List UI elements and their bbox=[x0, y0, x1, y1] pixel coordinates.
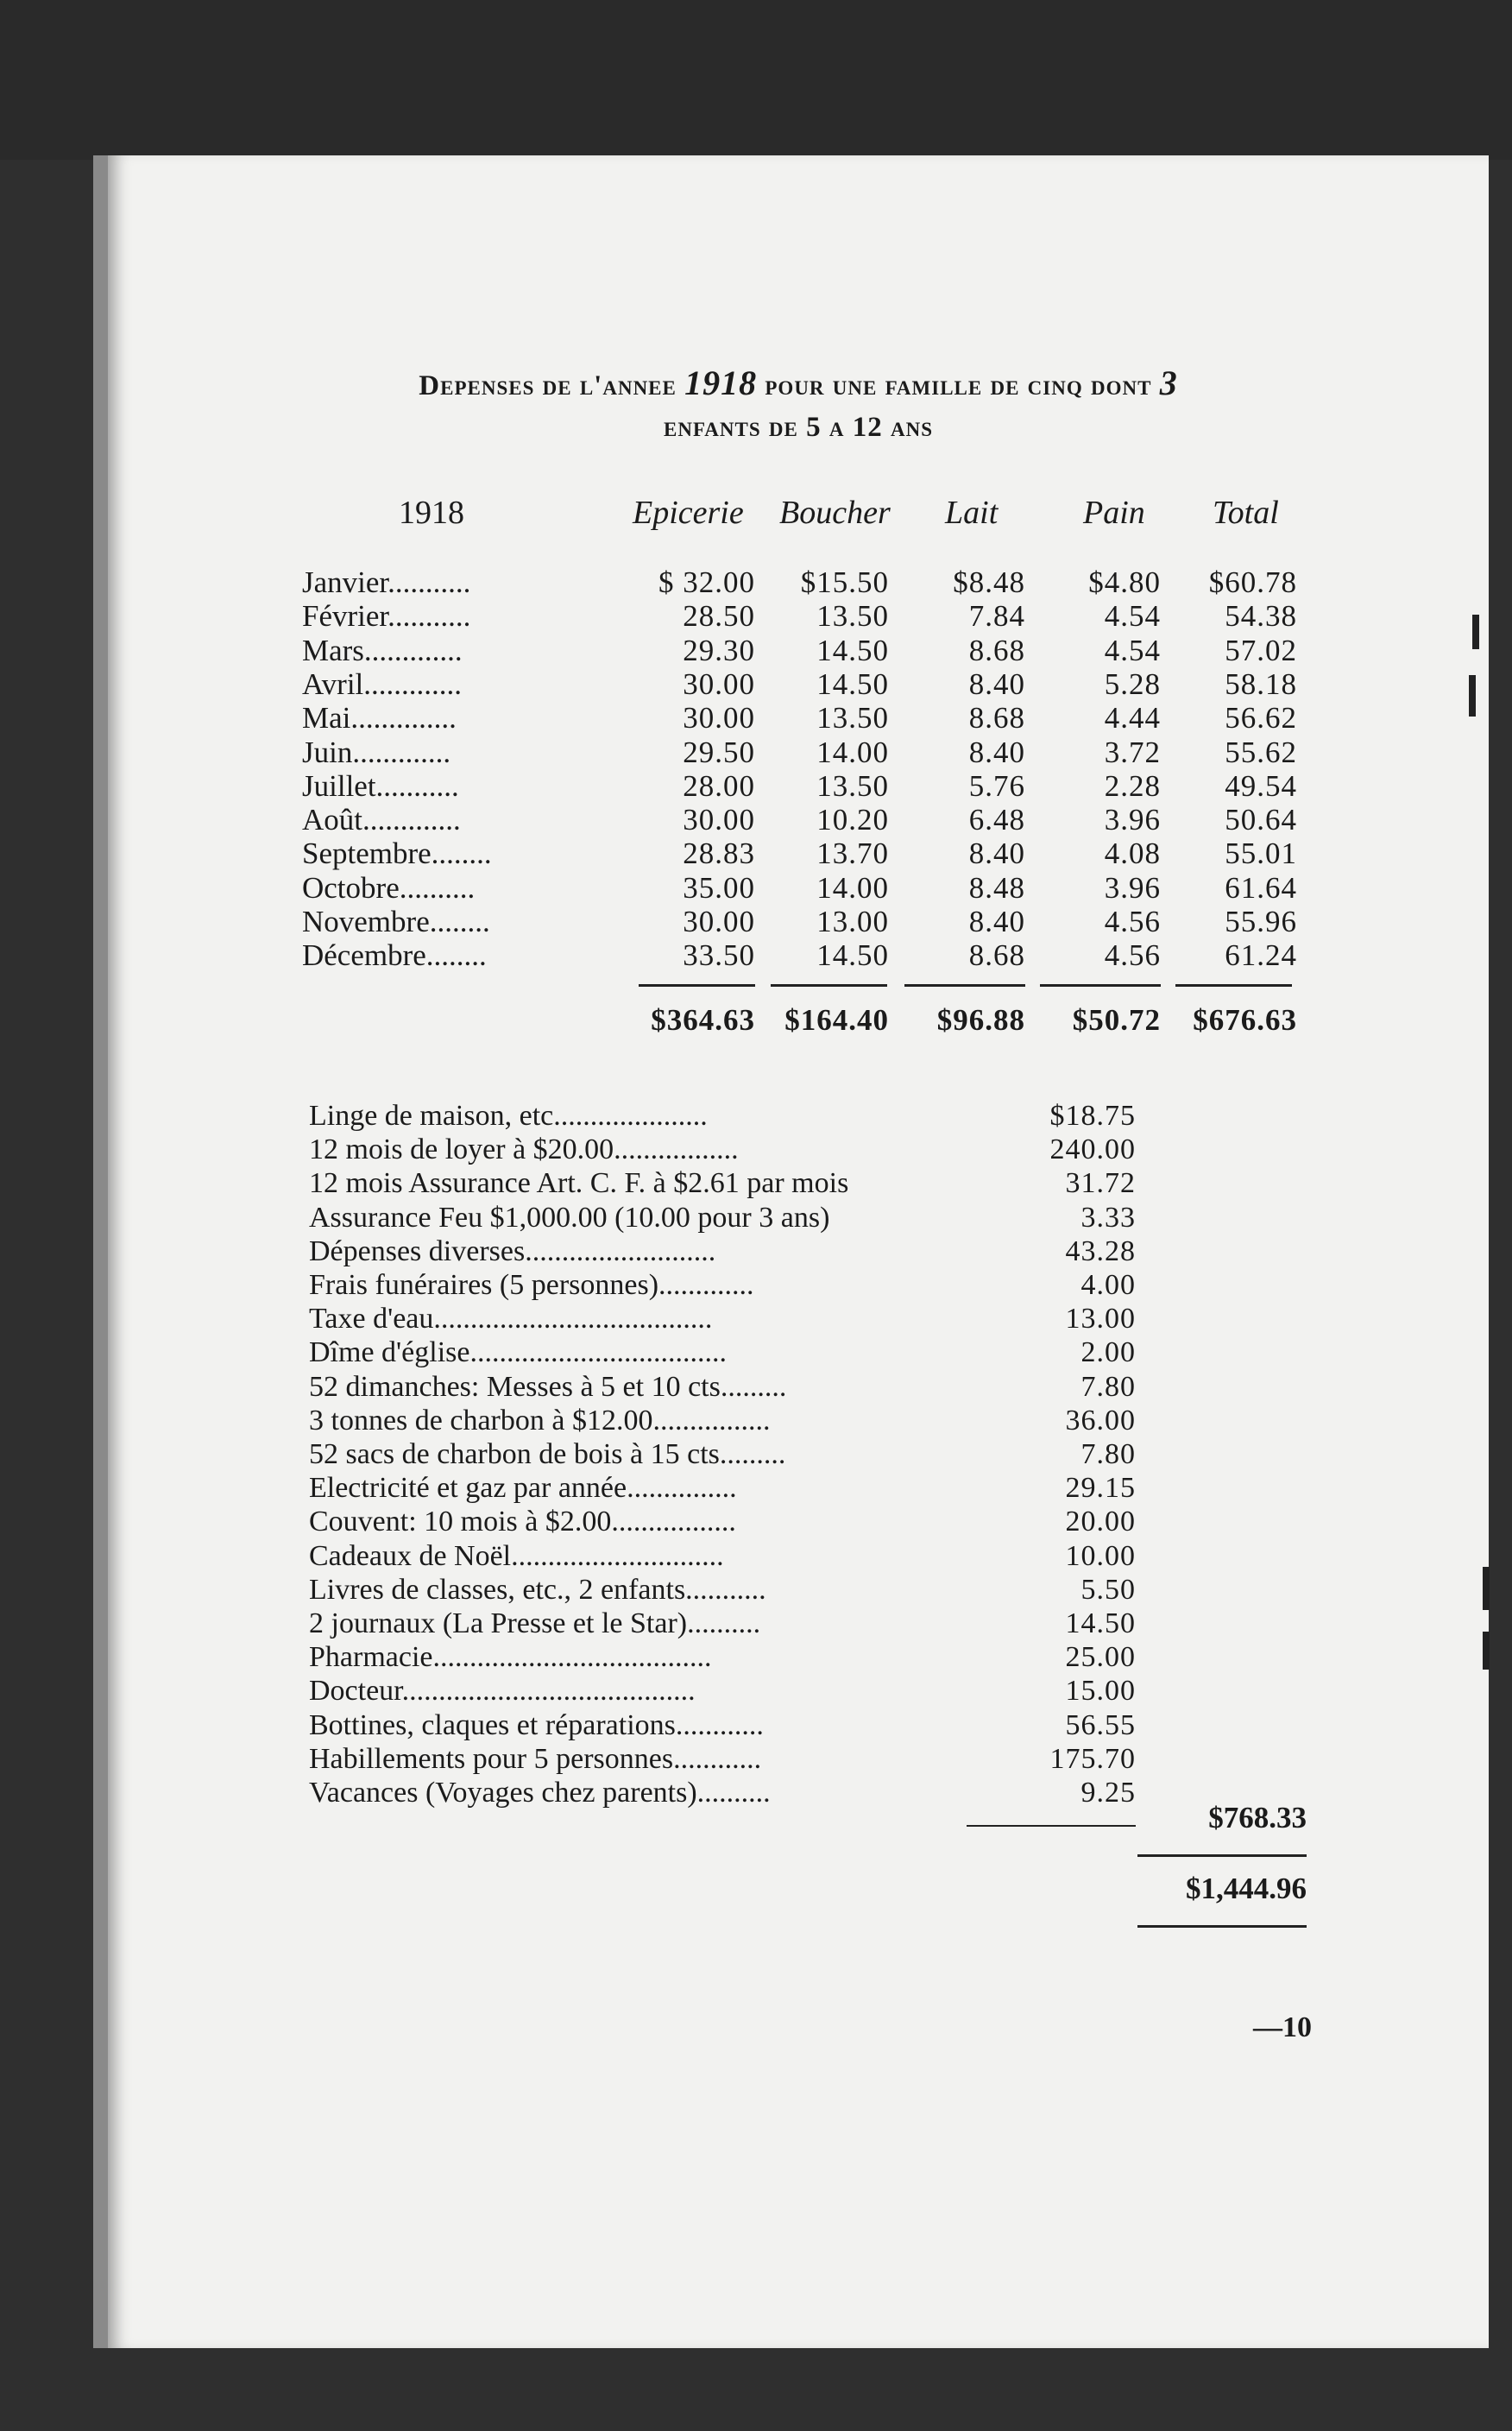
cell-total: 49.54 bbox=[1225, 768, 1297, 803]
cell-lait: 8.40 bbox=[968, 837, 1025, 871]
cell-pain: $4.80 bbox=[1088, 565, 1161, 599]
expense-amount: 31.72 bbox=[1065, 1167, 1136, 1200]
cell-total: 54.38 bbox=[1225, 599, 1297, 634]
cell-total: 58.18 bbox=[1225, 666, 1297, 701]
expense-amount: 7.80 bbox=[1080, 1370, 1136, 1403]
expense-amount: 9.25 bbox=[1080, 1777, 1136, 1809]
expense-amount: 240.00 bbox=[1049, 1133, 1136, 1166]
cell-boucher: 14.50 bbox=[816, 938, 889, 973]
header-total: Total bbox=[1213, 495, 1279, 531]
month-label: Janvier........... bbox=[302, 565, 471, 599]
cell-epicerie: 28.00 bbox=[683, 768, 755, 803]
cell-boucher: 13.50 bbox=[816, 701, 889, 736]
grand-total-rule-bottom bbox=[1137, 1925, 1307, 1928]
month-label: Décembre........ bbox=[302, 938, 487, 973]
expenses-rule bbox=[967, 1825, 1136, 1827]
cell-boucher: 13.70 bbox=[816, 837, 889, 871]
expense-label: 52 sacs de charbon de bois à 15 cts......... bbox=[309, 1438, 786, 1470]
cell-lait: 6.48 bbox=[968, 803, 1025, 837]
cell-total: 50.64 bbox=[1225, 803, 1297, 837]
cell-boucher: $15.50 bbox=[800, 565, 889, 599]
header-boucher: Boucher bbox=[779, 495, 891, 531]
expense-label: 2 journaux (La Presse et le Star).......... bbox=[309, 1607, 761, 1639]
expense-label: Dîme d'église................................... bbox=[309, 1336, 727, 1369]
rule-lait bbox=[904, 984, 1025, 987]
margin-mark bbox=[1483, 1567, 1490, 1610]
month-label: Août............. bbox=[302, 803, 461, 837]
expense-amount: 15.00 bbox=[1065, 1675, 1136, 1708]
rule-total bbox=[1175, 984, 1292, 987]
cell-pain: 4.56 bbox=[1104, 938, 1161, 973]
cell-total: 55.96 bbox=[1225, 905, 1297, 938]
cell-epicerie: 29.30 bbox=[683, 633, 755, 667]
cell-epicerie: 35.00 bbox=[683, 870, 755, 905]
margin-mark bbox=[1469, 675, 1476, 717]
cell-boucher: 13.00 bbox=[816, 905, 889, 938]
cell-pain: 4.54 bbox=[1104, 599, 1161, 634]
expense-amount: 29.15 bbox=[1065, 1472, 1136, 1505]
expense-amount: 5.50 bbox=[1080, 1573, 1136, 1606]
cell-epicerie: 28.83 bbox=[683, 837, 755, 871]
cell-lait: 8.40 bbox=[968, 905, 1025, 938]
cell-boucher: 13.50 bbox=[816, 599, 889, 634]
cell-pain: 5.28 bbox=[1104, 666, 1161, 701]
total-boucher: $164.40 bbox=[784, 1003, 889, 1037]
cell-total: $60.78 bbox=[1208, 565, 1297, 599]
month-label: Mai.............. bbox=[302, 701, 457, 736]
cell-lait: 8.68 bbox=[968, 701, 1025, 736]
expense-amount: 13.00 bbox=[1065, 1303, 1136, 1335]
cell-epicerie: 28.50 bbox=[683, 599, 755, 634]
grand-total: $1,444.96 bbox=[1186, 1872, 1307, 1905]
expense-label: Pharmacie...................................... bbox=[309, 1641, 712, 1674]
cell-pain: 3.96 bbox=[1104, 803, 1161, 837]
cell-boucher: 14.50 bbox=[816, 633, 889, 667]
cell-pain: 4.56 bbox=[1104, 905, 1161, 938]
expense-label: Couvent: 10 mois à $2.00................. bbox=[309, 1506, 736, 1538]
expense-label: Bottines, claques et réparations............ bbox=[309, 1708, 764, 1741]
expense-label: Electricité et gaz par année............... bbox=[309, 1472, 737, 1505]
expense-label: 12 mois Assurance Art. C. F. à $2.61 par mois bbox=[309, 1167, 849, 1200]
month-label: Juin............. bbox=[302, 735, 451, 769]
total-epicerie: $364.63 bbox=[651, 1003, 755, 1037]
expense-amount: 43.28 bbox=[1065, 1234, 1136, 1267]
expense-amount: 2.00 bbox=[1080, 1336, 1136, 1369]
expense-amount: 56.55 bbox=[1065, 1708, 1136, 1741]
total-total: $676.63 bbox=[1193, 1003, 1297, 1037]
cell-pain: 4.08 bbox=[1104, 837, 1161, 871]
cell-total: 61.64 bbox=[1225, 870, 1297, 905]
cell-epicerie: 30.00 bbox=[683, 666, 755, 701]
expense-amount: 36.00 bbox=[1065, 1404, 1136, 1436]
cell-lait: 8.48 bbox=[968, 870, 1025, 905]
rule-pain bbox=[1040, 984, 1161, 987]
header-epicerie: Epicerie bbox=[633, 495, 744, 531]
total-pain: $50.72 bbox=[1072, 1003, 1161, 1037]
cell-lait: 8.40 bbox=[968, 666, 1025, 701]
cell-lait: $8.48 bbox=[953, 565, 1025, 599]
expense-label: Livres de classes, etc., 2 enfants........... bbox=[309, 1573, 766, 1606]
title-line-1 bbox=[293, 363, 1303, 407]
cell-epicerie: 30.00 bbox=[683, 803, 755, 837]
expense-amount: $18.75 bbox=[1049, 1100, 1136, 1132]
expense-label: 3 tonnes de charbon à $12.00................ bbox=[309, 1404, 771, 1436]
cell-boucher: 14.00 bbox=[816, 870, 889, 905]
cell-pain: 2.28 bbox=[1104, 768, 1161, 803]
expense-amount: 20.00 bbox=[1065, 1506, 1136, 1538]
title-suffix: pour une famille de cinq dont bbox=[765, 370, 1152, 401]
title-prefix: Depenses de l'annee bbox=[419, 370, 677, 401]
title-count: 3 bbox=[1159, 363, 1178, 402]
month-label: Novembre........ bbox=[302, 905, 490, 938]
cell-total: 55.01 bbox=[1225, 837, 1297, 871]
cell-pain: 3.72 bbox=[1104, 735, 1161, 769]
expense-label: Linge de maison, etc..................... bbox=[309, 1100, 708, 1132]
month-label: Juillet........... bbox=[302, 768, 459, 803]
expense-amount: 25.00 bbox=[1065, 1641, 1136, 1674]
cell-lait: 8.40 bbox=[968, 735, 1025, 769]
title-year: 1918 bbox=[684, 363, 758, 402]
cell-epicerie: $ 32.00 bbox=[658, 565, 755, 599]
cell-boucher: 10.20 bbox=[816, 803, 889, 837]
margin-mark bbox=[1483, 1632, 1490, 1670]
cell-total: 57.02 bbox=[1225, 633, 1297, 667]
expense-amount: 14.50 bbox=[1065, 1607, 1136, 1639]
expense-amount: 10.00 bbox=[1065, 1539, 1136, 1572]
cell-lait: 5.76 bbox=[968, 768, 1025, 803]
margin-mark bbox=[1472, 615, 1479, 649]
expenses-total: $768.33 bbox=[1208, 1801, 1307, 1834]
header-lait: Lait bbox=[945, 495, 999, 531]
cell-total: 61.24 bbox=[1225, 938, 1297, 973]
cell-boucher: 13.50 bbox=[816, 768, 889, 803]
cell-boucher: 14.00 bbox=[816, 735, 889, 769]
cell-pain: 3.96 bbox=[1104, 870, 1161, 905]
title-line-2: enfants de 5 a 12 ans bbox=[664, 412, 933, 443]
cell-epicerie: 29.50 bbox=[683, 735, 755, 769]
cell-lait: 8.68 bbox=[968, 633, 1025, 667]
expense-label: Vacances (Voyages chez parents).......... bbox=[309, 1777, 771, 1809]
month-label: Septembre........ bbox=[302, 837, 492, 871]
cell-total: 56.62 bbox=[1225, 701, 1297, 736]
cell-pain: 4.54 bbox=[1104, 633, 1161, 667]
rule-boucher bbox=[771, 984, 887, 987]
total-lait: $96.88 bbox=[936, 1003, 1025, 1037]
expense-label: Docteur........................................ bbox=[309, 1675, 696, 1708]
page-title bbox=[293, 363, 1303, 448]
expense-amount: 7.80 bbox=[1080, 1438, 1136, 1470]
expense-label: Frais funéraires (5 personnes)............. bbox=[309, 1269, 754, 1301]
month-label: Avril............. bbox=[302, 666, 463, 701]
grand-total-rule-top bbox=[1137, 1854, 1307, 1857]
expense-amount: 3.33 bbox=[1080, 1201, 1136, 1234]
expense-label: Habillements pour 5 personnes............ bbox=[309, 1742, 762, 1775]
month-label: Octobre.......... bbox=[302, 870, 476, 905]
cell-epicerie: 30.00 bbox=[683, 701, 755, 736]
expense-label: 52 dimanches: Messes à 5 et 10 cts......... bbox=[309, 1370, 787, 1403]
rule-epicerie bbox=[639, 984, 755, 987]
cell-epicerie: 30.00 bbox=[683, 905, 755, 938]
month-label: Février........... bbox=[302, 599, 471, 634]
film-border-top bbox=[0, 0, 1512, 160]
expense-label: Taxe d'eau...................................... bbox=[309, 1303, 713, 1335]
cell-pain: 4.44 bbox=[1104, 701, 1161, 736]
cell-lait: 7.84 bbox=[968, 599, 1025, 634]
expense-label: Dépenses diverses.......................... bbox=[309, 1234, 716, 1267]
expense-label: Assurance Feu $1,000.00 (10.00 pour 3 ans) bbox=[309, 1201, 830, 1234]
expense-label: 12 mois de loyer à $20.00................. bbox=[309, 1133, 739, 1166]
expense-amount: 4.00 bbox=[1080, 1269, 1136, 1301]
cell-lait: 8.68 bbox=[968, 938, 1025, 973]
cell-total: 55.62 bbox=[1225, 735, 1297, 769]
header-pain: Pain bbox=[1083, 495, 1145, 531]
cell-epicerie: 33.50 bbox=[683, 938, 755, 973]
expense-label: Cadeaux de Noël............................. bbox=[309, 1539, 724, 1572]
cell-boucher: 14.50 bbox=[816, 666, 889, 701]
page-number: —10 bbox=[1253, 2011, 1312, 2043]
expense-amount: 175.70 bbox=[1049, 1742, 1136, 1775]
month-label: Mars............. bbox=[302, 633, 463, 667]
header-year: 1918 bbox=[399, 495, 464, 531]
